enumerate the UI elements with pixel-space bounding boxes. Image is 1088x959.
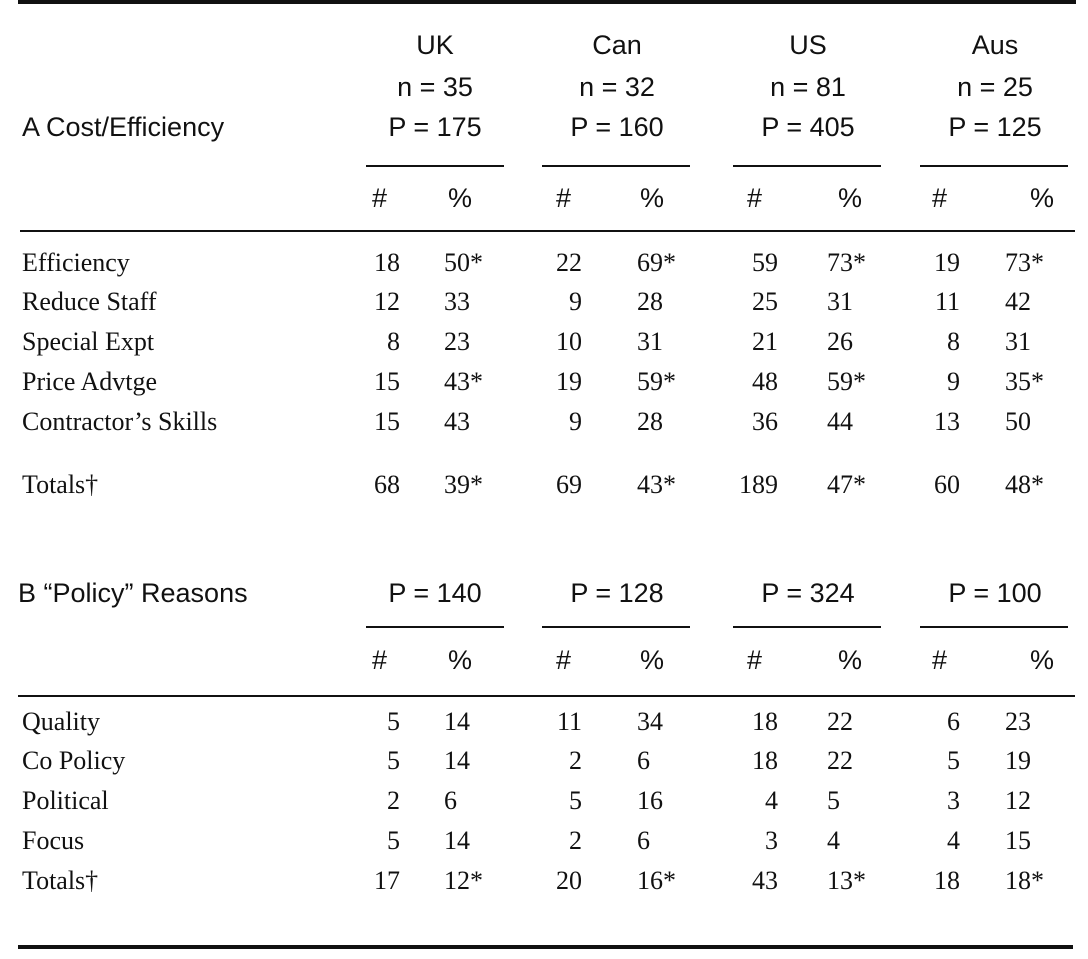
section-a-count-cell: 19	[556, 367, 582, 396]
hash-header: #	[932, 183, 948, 213]
hash-header: #	[556, 645, 572, 675]
section-b-totals-percent: 18*	[1005, 866, 1044, 895]
section-a-row-label: Special Expt	[22, 327, 155, 356]
group-underline	[920, 626, 1068, 628]
section-b-percent-cell: 15	[1005, 826, 1031, 855]
section-a-count-cell: 9	[569, 407, 582, 436]
section-a-count-cell: 36	[752, 407, 778, 436]
section-b-percent-cell: 22	[827, 746, 853, 775]
section-a-totals-count: 68	[374, 470, 400, 499]
section-b-percent-cell: 14	[444, 826, 470, 855]
section-a-count-cell: 15	[374, 367, 400, 396]
section-b-percent-cell: 6	[637, 746, 650, 775]
p-value: P = 140	[388, 578, 482, 608]
section-b-count-cell: 4	[765, 786, 778, 815]
section-a-count-cell: 8	[387, 327, 400, 356]
pct-header: %	[1030, 645, 1055, 675]
country-name: Aus	[971, 30, 1019, 60]
group-underline	[542, 626, 690, 628]
section-b-totals-percent: 16*	[637, 866, 676, 895]
hash-header: #	[747, 183, 763, 213]
section-b-percent-cell: 6	[444, 786, 457, 815]
section-a-totals-count: 189	[739, 470, 778, 499]
section-b-count-cell: 11	[556, 707, 582, 736]
section-b-percent-cell: 12	[1005, 786, 1031, 815]
section-b-totals-count: 43	[752, 866, 778, 895]
section-a-percent-cell: 73*	[827, 248, 866, 277]
section-b-count-cell: 5	[387, 707, 400, 736]
section-b-percent-cell: 14	[444, 746, 470, 775]
section-a-row-label: Price Advtge	[22, 367, 158, 396]
pct-header: %	[640, 183, 665, 213]
section-b-count-cell: 3	[765, 826, 778, 855]
section-a-totals-count: 60	[934, 470, 960, 499]
n-value: n = 25	[957, 72, 1033, 102]
n-value: n = 32	[579, 72, 655, 102]
section-a-percent-cell: 50	[1005, 407, 1031, 436]
section-b-count-cell: 18	[752, 746, 778, 775]
section-a-count-cell: 19	[934, 248, 960, 277]
section-b-totals-label: Totals†	[22, 866, 99, 895]
section-b-percent-cell: 6	[637, 826, 650, 855]
section-b-totals-count: 18	[934, 866, 960, 895]
section-a-count-cell: 10	[556, 327, 582, 356]
section-b-percent-cell: 14	[444, 707, 470, 736]
section-a-count-cell: 13	[934, 407, 960, 436]
section-b-row-label: Co Policy	[22, 746, 126, 775]
pct-header: %	[838, 645, 863, 675]
p-value: P = 100	[948, 578, 1042, 608]
n-value: n = 81	[770, 72, 846, 102]
section-b-percent-cell: 19	[1005, 746, 1031, 775]
pct-header: %	[640, 645, 665, 675]
pct-header: %	[1030, 183, 1055, 213]
section-a-count-cell: 9	[569, 287, 582, 316]
section-a-totals-label: Totals†	[22, 470, 99, 499]
section-a-percent-cell: 42	[1005, 287, 1031, 316]
section-a-count-cell: 15	[374, 407, 400, 436]
section-b-percent-cell: 16	[637, 786, 663, 815]
section-a-percent-cell: 69*	[637, 248, 676, 277]
pct-header: %	[448, 645, 473, 675]
section-b-percent-cell: 5	[827, 786, 840, 815]
section-b-row-label: Political	[22, 786, 109, 815]
section-b-count-cell: 6	[947, 707, 960, 736]
section-a-count-cell: 25	[752, 287, 778, 316]
p-value: P = 128	[570, 578, 664, 608]
section-a-percent-cell: 59*	[637, 367, 676, 396]
group-underline	[733, 626, 881, 628]
section-a-totals-percent: 39*	[444, 470, 483, 499]
section-a-percent-cell: 28	[637, 407, 663, 436]
section-a-count-cell: 11	[934, 287, 960, 316]
country-name: UK	[416, 30, 454, 60]
section-a-percent-cell: 33	[444, 287, 470, 316]
section-a-count-cell: 9	[947, 367, 960, 396]
section-a-count-cell: 59	[752, 248, 778, 277]
section-a-row-label: Efficiency	[22, 248, 130, 277]
section-b-row-label: Quality	[22, 707, 100, 736]
section-a-title: A Cost/Efficiency	[22, 112, 225, 142]
top-rule	[18, 0, 1076, 4]
section-b-count-cell: 2	[569, 826, 582, 855]
section-b-percent-cell: 34	[637, 707, 663, 736]
section-a-percent-cell: 59*	[827, 367, 866, 396]
group-underline	[920, 165, 1068, 167]
section-b-count-cell: 5	[387, 746, 400, 775]
section-b-totals-count: 17	[374, 866, 400, 895]
bottom-rule	[18, 945, 1073, 949]
section-a-percent-cell: 26	[827, 327, 853, 356]
section-a-percent-cell: 50*	[444, 248, 483, 277]
section-b-percent-cell: 23	[1005, 707, 1031, 736]
n-value: n = 35	[397, 72, 473, 102]
country-name: Can	[592, 30, 642, 60]
section-a-totals-percent: 47*	[827, 470, 866, 499]
section-a-count-cell: 22	[556, 248, 582, 277]
country-name: US	[789, 30, 827, 60]
section-a-totals-count: 69	[556, 470, 582, 499]
pct-header: %	[838, 183, 863, 213]
section-a-percent-cell: 31	[1005, 327, 1031, 356]
group-underline	[542, 165, 690, 167]
section-a-count-cell: 8	[947, 327, 960, 356]
section-a-count-cell: 21	[752, 327, 778, 356]
section-a-totals-percent: 43*	[637, 470, 676, 499]
section-a-count-cell: 48	[752, 367, 778, 396]
p-value: P = 175	[388, 112, 482, 142]
section-b-title: B “Policy” Reasons	[18, 578, 248, 608]
p-value: P = 324	[761, 578, 855, 608]
section-a-percent-cell: 43*	[444, 367, 483, 396]
section-b-percent-cell: 22	[827, 707, 853, 736]
section-b-totals-count: 20	[556, 866, 582, 895]
section-a-count-cell: 18	[374, 248, 400, 277]
section-a-percent-cell: 23	[444, 327, 470, 356]
section-a-header-rule	[20, 230, 1075, 232]
section-b-count-cell: 3	[947, 786, 960, 815]
section-a-percent-cell: 31	[637, 327, 663, 356]
section-b-count-cell: 5	[387, 826, 400, 855]
section-b-count-cell: 5	[569, 786, 582, 815]
group-underline	[366, 165, 504, 167]
section-a-totals-percent: 48*	[1005, 470, 1044, 499]
section-b-row-label: Focus	[22, 826, 85, 855]
p-value: P = 160	[570, 112, 664, 142]
section-b-percent-cell: 4	[827, 826, 840, 855]
section-a-percent-cell: 73*	[1005, 248, 1044, 277]
section-b-count-cell: 18	[752, 707, 778, 736]
hash-header: #	[747, 645, 763, 675]
section-b-header-rule	[18, 695, 1075, 697]
section-a-percent-cell: 43	[444, 407, 470, 436]
p-value: P = 125	[948, 112, 1042, 142]
section-a-percent-cell: 31	[827, 287, 853, 316]
hash-header: #	[372, 645, 388, 675]
group-underline	[366, 626, 504, 628]
section-b-totals-percent: 12*	[444, 866, 483, 895]
section-b-count-cell: 5	[947, 746, 960, 775]
section-a-row-label: Reduce Staff	[22, 287, 157, 316]
section-b-count-cell: 2	[387, 786, 400, 815]
section-b-totals-percent: 13*	[827, 866, 866, 895]
section-a-percent-cell: 35*	[1005, 367, 1044, 396]
p-value: P = 405	[761, 112, 855, 142]
section-a-percent-cell: 44	[827, 407, 853, 436]
section-a-percent-cell: 28	[637, 287, 663, 316]
section-a-count-cell: 12	[374, 287, 400, 316]
hash-header: #	[932, 645, 948, 675]
section-b-count-cell: 4	[947, 826, 960, 855]
pct-header: %	[448, 183, 473, 213]
hash-header: #	[372, 183, 388, 213]
section-b-count-cell: 2	[569, 746, 582, 775]
group-underline	[733, 165, 881, 167]
hash-header: #	[556, 183, 572, 213]
section-a-row-label: Contractor’s Skills	[22, 407, 218, 436]
